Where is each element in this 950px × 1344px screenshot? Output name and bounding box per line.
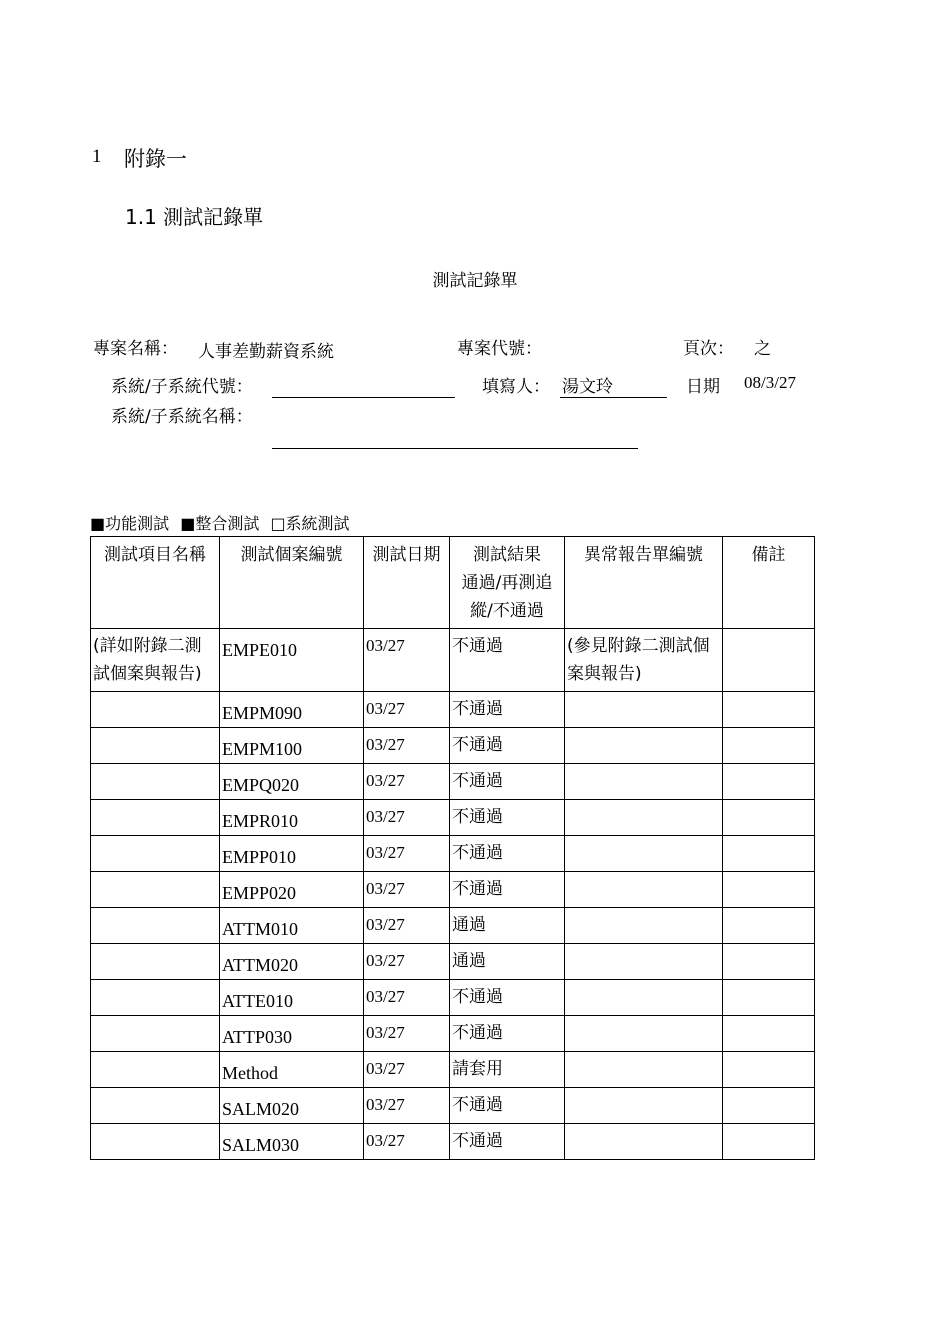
- cell-test-item: [91, 908, 220, 944]
- table-row: [91, 944, 815, 980]
- system-test-check: □系統測試: [270, 514, 350, 533]
- cell-test-date: 03/27: [364, 1124, 450, 1160]
- table-row: [91, 1088, 815, 1124]
- header-test-date: 測試日期: [364, 537, 450, 629]
- cell-report-id: [565, 872, 723, 908]
- cell-case-id: EMPR010: [220, 800, 364, 836]
- cell-case-id: EMPM100: [220, 728, 364, 764]
- test-record-table: [90, 536, 815, 1160]
- cell-case-id: EMPP010: [220, 836, 364, 872]
- cell-test-date: 03/27: [364, 908, 450, 944]
- cell-test-item: [91, 692, 220, 728]
- cell-report-id: [565, 944, 723, 980]
- date-value: 08/3/27: [744, 373, 796, 392]
- system-code-underline: [272, 397, 455, 398]
- table-row: [91, 629, 815, 692]
- cell-test-item: [91, 1016, 220, 1052]
- cell-test-result: 不通過: [450, 800, 565, 836]
- cell-case-id: Method: [220, 1052, 364, 1088]
- heading1-number: 1: [92, 146, 102, 167]
- cell-test-item: [91, 800, 220, 836]
- integration-test-check: ■整合測試: [180, 514, 260, 533]
- table-row: [91, 1052, 815, 1088]
- cell-test-item: [91, 980, 220, 1016]
- cell-test-date: 03/27: [364, 692, 450, 728]
- cell-report-id: [565, 692, 723, 728]
- system-name-label: 系統/子系統名稱：: [111, 407, 253, 427]
- cell-test-item: [91, 872, 220, 908]
- cell-test-result: 不通過: [450, 1124, 565, 1160]
- cell-note: [723, 1052, 815, 1088]
- functional-test-check: ■功能測試: [90, 514, 170, 533]
- cell-test-date: 03/27: [364, 800, 450, 836]
- cell-case-id: ATTP030: [220, 1016, 364, 1052]
- cell-test-date: 03/27: [364, 1088, 450, 1124]
- table-header-row: [91, 537, 815, 629]
- cell-report-id: [565, 728, 723, 764]
- cell-note: [723, 1124, 815, 1160]
- cell-case-id: SALM030: [220, 1124, 364, 1160]
- cell-note: [723, 692, 815, 728]
- author-underline: [560, 397, 667, 398]
- cell-case-id: ATTM020: [220, 944, 364, 980]
- cell-test-result: 不通過: [450, 629, 565, 692]
- cell-note: [723, 629, 815, 692]
- cell-test-item: [91, 944, 220, 980]
- cell-test-result: 通過: [450, 944, 565, 980]
- header-report-id: 異常報告單編號: [565, 537, 723, 629]
- table-row: [91, 1016, 815, 1052]
- project-name-value: 人事差勤薪資系統: [198, 342, 334, 362]
- cell-test-result: 不通過: [450, 836, 565, 872]
- cell-test-result: 通過: [450, 908, 565, 944]
- cell-test-item: [91, 1088, 220, 1124]
- header-note: 備註: [723, 537, 815, 629]
- cell-test-result: 不通過: [450, 872, 565, 908]
- cell-report-id: (參見附錄二測試個案與報告): [565, 629, 723, 692]
- cell-note: [723, 908, 815, 944]
- cell-test-item: [91, 836, 220, 872]
- table-row: [91, 800, 815, 836]
- table-row: [91, 836, 815, 872]
- cell-test-result: 不通過: [450, 692, 565, 728]
- header-test-result: 測試結果 通過/再測追 縱/不通過: [450, 537, 565, 629]
- cell-case-id: EMPP020: [220, 872, 364, 908]
- cell-note: [723, 1016, 815, 1052]
- cell-test-date: 03/27: [364, 1016, 450, 1052]
- cell-test-date: 03/27: [364, 944, 450, 980]
- cell-report-id: [565, 800, 723, 836]
- cell-test-date: 03/27: [364, 764, 450, 800]
- cell-note: [723, 800, 815, 836]
- heading1-title: 附錄一: [124, 147, 187, 171]
- cell-test-result: 不通過: [450, 764, 565, 800]
- cell-test-result: 不通過: [450, 980, 565, 1016]
- header-case-id: 測試個案編號: [220, 537, 364, 629]
- cell-case-id: EMPE010: [220, 629, 364, 692]
- cell-report-id: [565, 1124, 723, 1160]
- system-code-label: 系統/子系統代號：: [111, 377, 253, 397]
- table-row: [91, 908, 815, 944]
- table-row: [91, 872, 815, 908]
- cell-note: [723, 872, 815, 908]
- cell-note: [723, 764, 815, 800]
- table-row: [91, 728, 815, 764]
- header-test-item: 測試項目名稱: [91, 537, 220, 629]
- cell-test-date: 03/27: [364, 1052, 450, 1088]
- form-title: 測試記錄單: [432, 271, 518, 291]
- cell-test-result: 不通過: [450, 1016, 565, 1052]
- cell-note: [723, 1088, 815, 1124]
- page-label: 頁次：: [683, 339, 734, 359]
- cell-test-item: [91, 764, 220, 800]
- table-row: [91, 692, 815, 728]
- cell-report-id: [565, 980, 723, 1016]
- cell-note: [723, 836, 815, 872]
- cell-note: [723, 944, 815, 980]
- date-label: 日期: [686, 377, 720, 397]
- cell-report-id: [565, 1088, 723, 1124]
- cell-case-id: EMPM090: [220, 692, 364, 728]
- cell-note: [723, 980, 815, 1016]
- cell-case-id: ATTM010: [220, 908, 364, 944]
- cell-test-date: 03/27: [364, 980, 450, 1016]
- author-label: 填寫人：: [482, 377, 550, 397]
- author-value: 湯文玲: [562, 377, 613, 397]
- cell-case-id: SALM020: [220, 1088, 364, 1124]
- cell-test-item: [91, 728, 220, 764]
- cell-test-date: 03/27: [364, 728, 450, 764]
- cell-case-id: EMPQ020: [220, 764, 364, 800]
- cell-case-id: ATTE010: [220, 980, 364, 1016]
- table-row: [91, 980, 815, 1016]
- cell-test-date: 03/27: [364, 836, 450, 872]
- cell-report-id: [565, 1052, 723, 1088]
- system-name-underline: [272, 448, 638, 449]
- cell-test-item: [91, 1052, 220, 1088]
- heading2-title: 1.1 測試記錄單: [125, 205, 264, 229]
- project-code-label: 專案代號：: [457, 339, 542, 359]
- cell-note: [723, 728, 815, 764]
- cell-test-result: 請套用: [450, 1052, 565, 1088]
- cell-test-item: (詳如附錄二測試個案與報告): [91, 629, 220, 692]
- cell-report-id: [565, 836, 723, 872]
- cell-test-result: 不通過: [450, 1088, 565, 1124]
- cell-test-date: 03/27: [364, 629, 450, 692]
- cell-report-id: [565, 764, 723, 800]
- project-name-label: 專案名稱：: [93, 339, 178, 359]
- cell-test-date: 03/27: [364, 872, 450, 908]
- cell-test-item: [91, 1124, 220, 1160]
- table-row: [91, 764, 815, 800]
- page-value: 之: [754, 339, 771, 359]
- cell-test-result: 不通過: [450, 728, 565, 764]
- cell-report-id: [565, 1016, 723, 1052]
- cell-report-id: [565, 908, 723, 944]
- test-type-options: [90, 511, 350, 534]
- table-row: [91, 1124, 815, 1160]
